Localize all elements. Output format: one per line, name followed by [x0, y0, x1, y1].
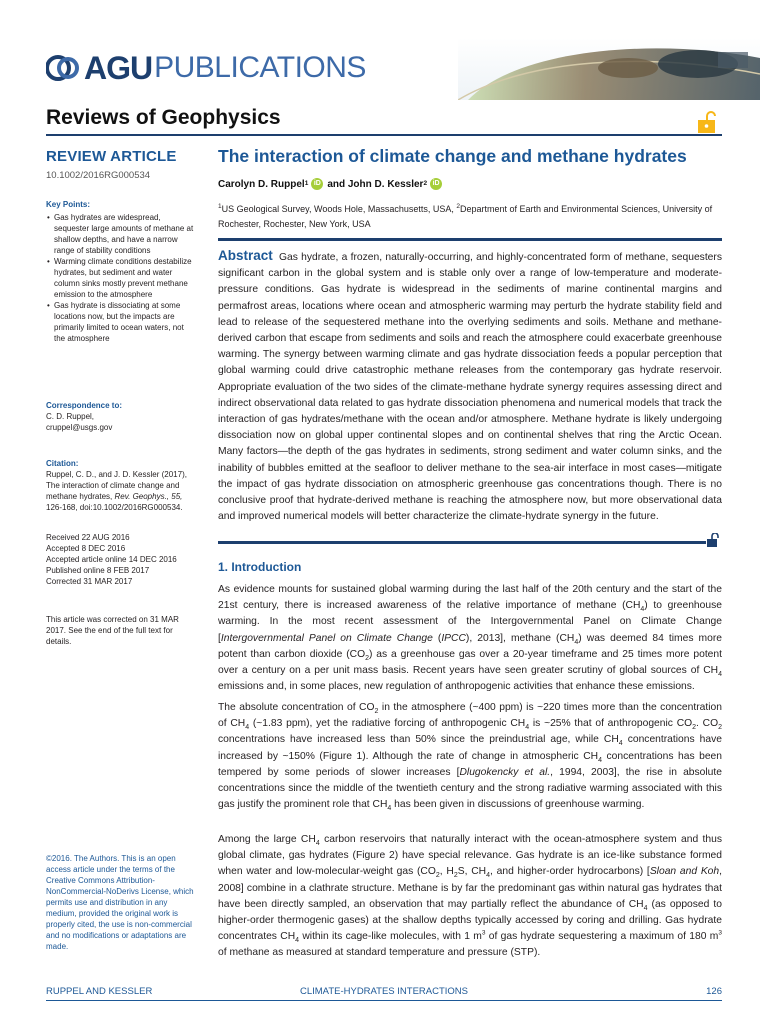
- correspondence-email[interactable]: cruppel@usgs.gov: [46, 423, 113, 432]
- citation-heading: Citation:: [46, 459, 79, 468]
- citation: [46, 458, 194, 513]
- correction-note: This article was corrected on 31 MAR 2017. See the end of the full text for details.: [46, 615, 179, 646]
- date-received: Received 22 AUG 2016: [46, 533, 130, 542]
- affiliations: $^1$US Geological Survey, Woods Hole, Massachusetts, USA, $^2$Department of Earth and Environmental Sciences, University of Rochester, Rochester, New York, USA: [218, 203, 713, 229]
- author-name: Carolyn D. Ruppel: [218, 178, 305, 190]
- key-point-item: • Warming climate conditions destabilize hydrates, but sediment and water column sinks mostly prevent methane emission to the atmosphere: [54, 256, 194, 300]
- key-points-heading: Key Points:: [46, 200, 91, 209]
- key-point-item: • Gas hydrate is dissociating at some locations now, but the impacts are primarily limited to ocean waters, not the atmosphere: [54, 300, 194, 344]
- header-banner-image: [458, 38, 760, 100]
- body-paragraph: Among the large $CH_4$ carbon reservoirs that naturally interact with the ocean-atmosphere system and thus global climate, gas hydrates (Figure 2) have special relevance. Gas hydrate is an ice-like substance formed when water and low-molecular-weight gas ($CO_2$, $H_2S$, $CH_4$, and higher-order hydrocarbons) [Sloan and Koh, 2008] combine in a clathrate structure. Methane is by far the predominant gas within natural gas hydrates that have been directly sampled, an observation that may partially reflect the abundance of $CH_4$ (as opposed to higher-order thermogenic gases) at the shallow depths typically accessed by coring and drilling. Gas hydrate concentrates $CH_4$ within its cage-like molecules, with 1 $m^3$ of gas hydrate sequestering a maximum of 180 $m^3$ of methane as measured at standard temperature and pressure (STP).: [218, 834, 723, 959]
- abstract: [218, 248, 722, 525]
- logo-agu-text: AGU: [84, 49, 153, 86]
- date-accepted: Accepted 8 DEC 2016: [46, 544, 126, 553]
- doi-text[interactable]: 10.1002/2016RG000534: [46, 170, 151, 181]
- section-heading-introduction: 1. Introduction: [218, 560, 302, 574]
- abstract-heading: Abstract: [218, 248, 273, 263]
- abstract-top-rule: [218, 238, 722, 241]
- license-text: ©2016. The Authors. This is an open access article under the terms of the Creative Commons Attribution-NonCommercial-NoDerivs License, which permits use and distribution in any medium, provided the original work is properly cited, the use is non-commercial and no modifications or adaptations are made.: [46, 854, 194, 951]
- logo-publications-text: PUBLICATIONS: [154, 51, 366, 84]
- orcid-icon[interactable]: iD: [430, 178, 442, 190]
- correspondence-heading: Correspondence to:: [46, 401, 123, 410]
- footer-authors: RUPPEL AND KESSLER: [46, 986, 153, 997]
- date-published: Published online 8 FEB 2017: [46, 566, 150, 575]
- date-corrected: Corrected 31 MAR 2017: [46, 577, 133, 586]
- page-number: 126: [706, 986, 722, 997]
- article-type-label: REVIEW ARTICLE: [46, 148, 177, 165]
- correspondence-name: C. D. Ruppel,: [46, 412, 95, 421]
- author-list: Carolyn D. Ruppel 1 iD and John D. Kessler 2 iD: [218, 178, 722, 190]
- author-name: and John D. Kessler: [327, 178, 424, 190]
- article-dates: [46, 532, 194, 587]
- agu-publications-logo: [46, 48, 366, 88]
- body-paragraph: The absolute concentration of $CO_2$ in the atmosphere (~400 ppm) is ~220 times more than the concentration of $CH_4$ (~1.83 ppm), yet the radiative forcing of anthropogenic $CH_4$ is ~25% that of anthropogenic $CO_2$. $CO_2$ concentrations have increased less than 50% since the preindustrial age, while $CH_4$ concentrations have increased by ~150% (Figure 1). Although the rate of change in atmospheric $CH_4$ concentrations has been tempered by some periods of slower increases [Dlugokencky et al., 1994, 2003], the rise in absolute concentrations since the middle of the twentieth century and the strong radiative warming associated with this gas justify the prominent role that $CH_4$ has been given in discussions of greenhouse warming.: [218, 702, 723, 813]
- abstract-text: Gas hydrate, a frozen, naturally-occurring, and highly-concentrated form of methane, sequesters significant carbon in the global system and is stable only over a range of low-temperature and moderate-pressure conditions. Gas hydrate is widespread in the sediments of marine continental margins and permafrost areas, locations where ocean and atmospheric warming may perturb the hydrate stability field and lead to release of the sequestered methane into the overlying sediments and soils. Methane and methane-derived carbon that escape from sediments and soils and reach the atmosphere could exacerbate greenhouse warming. The synergy between warming climate and gas hydrate dissociation feeds a popular perception that global warming could drive catastrophic methane releases from the contemporary gas hydrate reservoir. Appropriate evaluation of the two sides of the climate-methane hydrate synergy requires assessing direct and indirect observational data related to gas hydrate dissociation phenomena and numerical models that track the interaction of gas hydrates/methane with the ocean and/or atmosphere. Methane hydrate is likely undergoing dissociation now on global upper continental slopes and on continental shelves that ring the Arctic Ocean. Many factors—the depth of the gas hydrates in sediments, strong sediment and water column sinks, and the inability of bubbles emitted at the seafloor to deliver methane to the sea-air interface in most cases—mitigate the impact of gas hydrate dissociation on atmospheric greenhouse gas concentrations though. There is no conclusive proof that hydrate-derived methane is reaching the atmosphere now, but more observational data and improved numerical models will better characterize the climate-hydrate synergy in the future.: [218, 252, 722, 523]
- citation-text: Ruppel, C. D., and J. D. Kessler (2017), The interaction of climate change and methane hydrates, Rev. Geophys., 55, 126-168, doi:10.1002/2016RG000534.: [46, 470, 187, 512]
- agu-globe-icon: [46, 53, 82, 83]
- open-lock-icon: [706, 533, 722, 547]
- open-access-lock-icon: [697, 110, 717, 134]
- key-point-item: • Gas hydrates are widespread, sequester large amounts of methane at shallow depths, and have a narrow range of stability conditions: [54, 212, 194, 256]
- body-paragraph: As evidence mounts for sustained global warming during the last half of the 20th century and the start of the 21st century, there is increased awareness of the relative importance of methane $(CH_4)$ to greenhouse warming. In the most recent assessment of the Intergovernmental Panel on Climate Change [Intergovernmental Panel on Climate Change (IPCC), 2013], methane $(CH_4)$ was deemed 84 times more potent than carbon dioxide $(CO_2)$ as a greenhouse gas over a 20-year timeframe and 25 times more potent over a century on a per unit mass basis. Recent years have seen greater scrutiny of global sources of $CH_4$ emissions and, in some places, new regulation of anthropogenic activities that enhance these emissions.: [218, 584, 722, 693]
- key-points: [46, 199, 194, 344]
- article-title: The interaction of climate change and methane hydrates: [218, 146, 687, 166]
- footer-running-title: CLIMATE-HYDRATES INTERACTIONS: [299, 986, 469, 997]
- journal-name: Reviews of Geophysics: [46, 106, 281, 129]
- abstract-bottom-rule: [218, 541, 706, 544]
- header-divider: [46, 134, 722, 136]
- date-accepted-online: Accepted article online 14 DEC 2016: [46, 555, 177, 564]
- orcid-icon[interactable]: iD: [311, 178, 323, 190]
- footer-divider: [46, 1000, 722, 1001]
- correspondence: [46, 400, 194, 433]
